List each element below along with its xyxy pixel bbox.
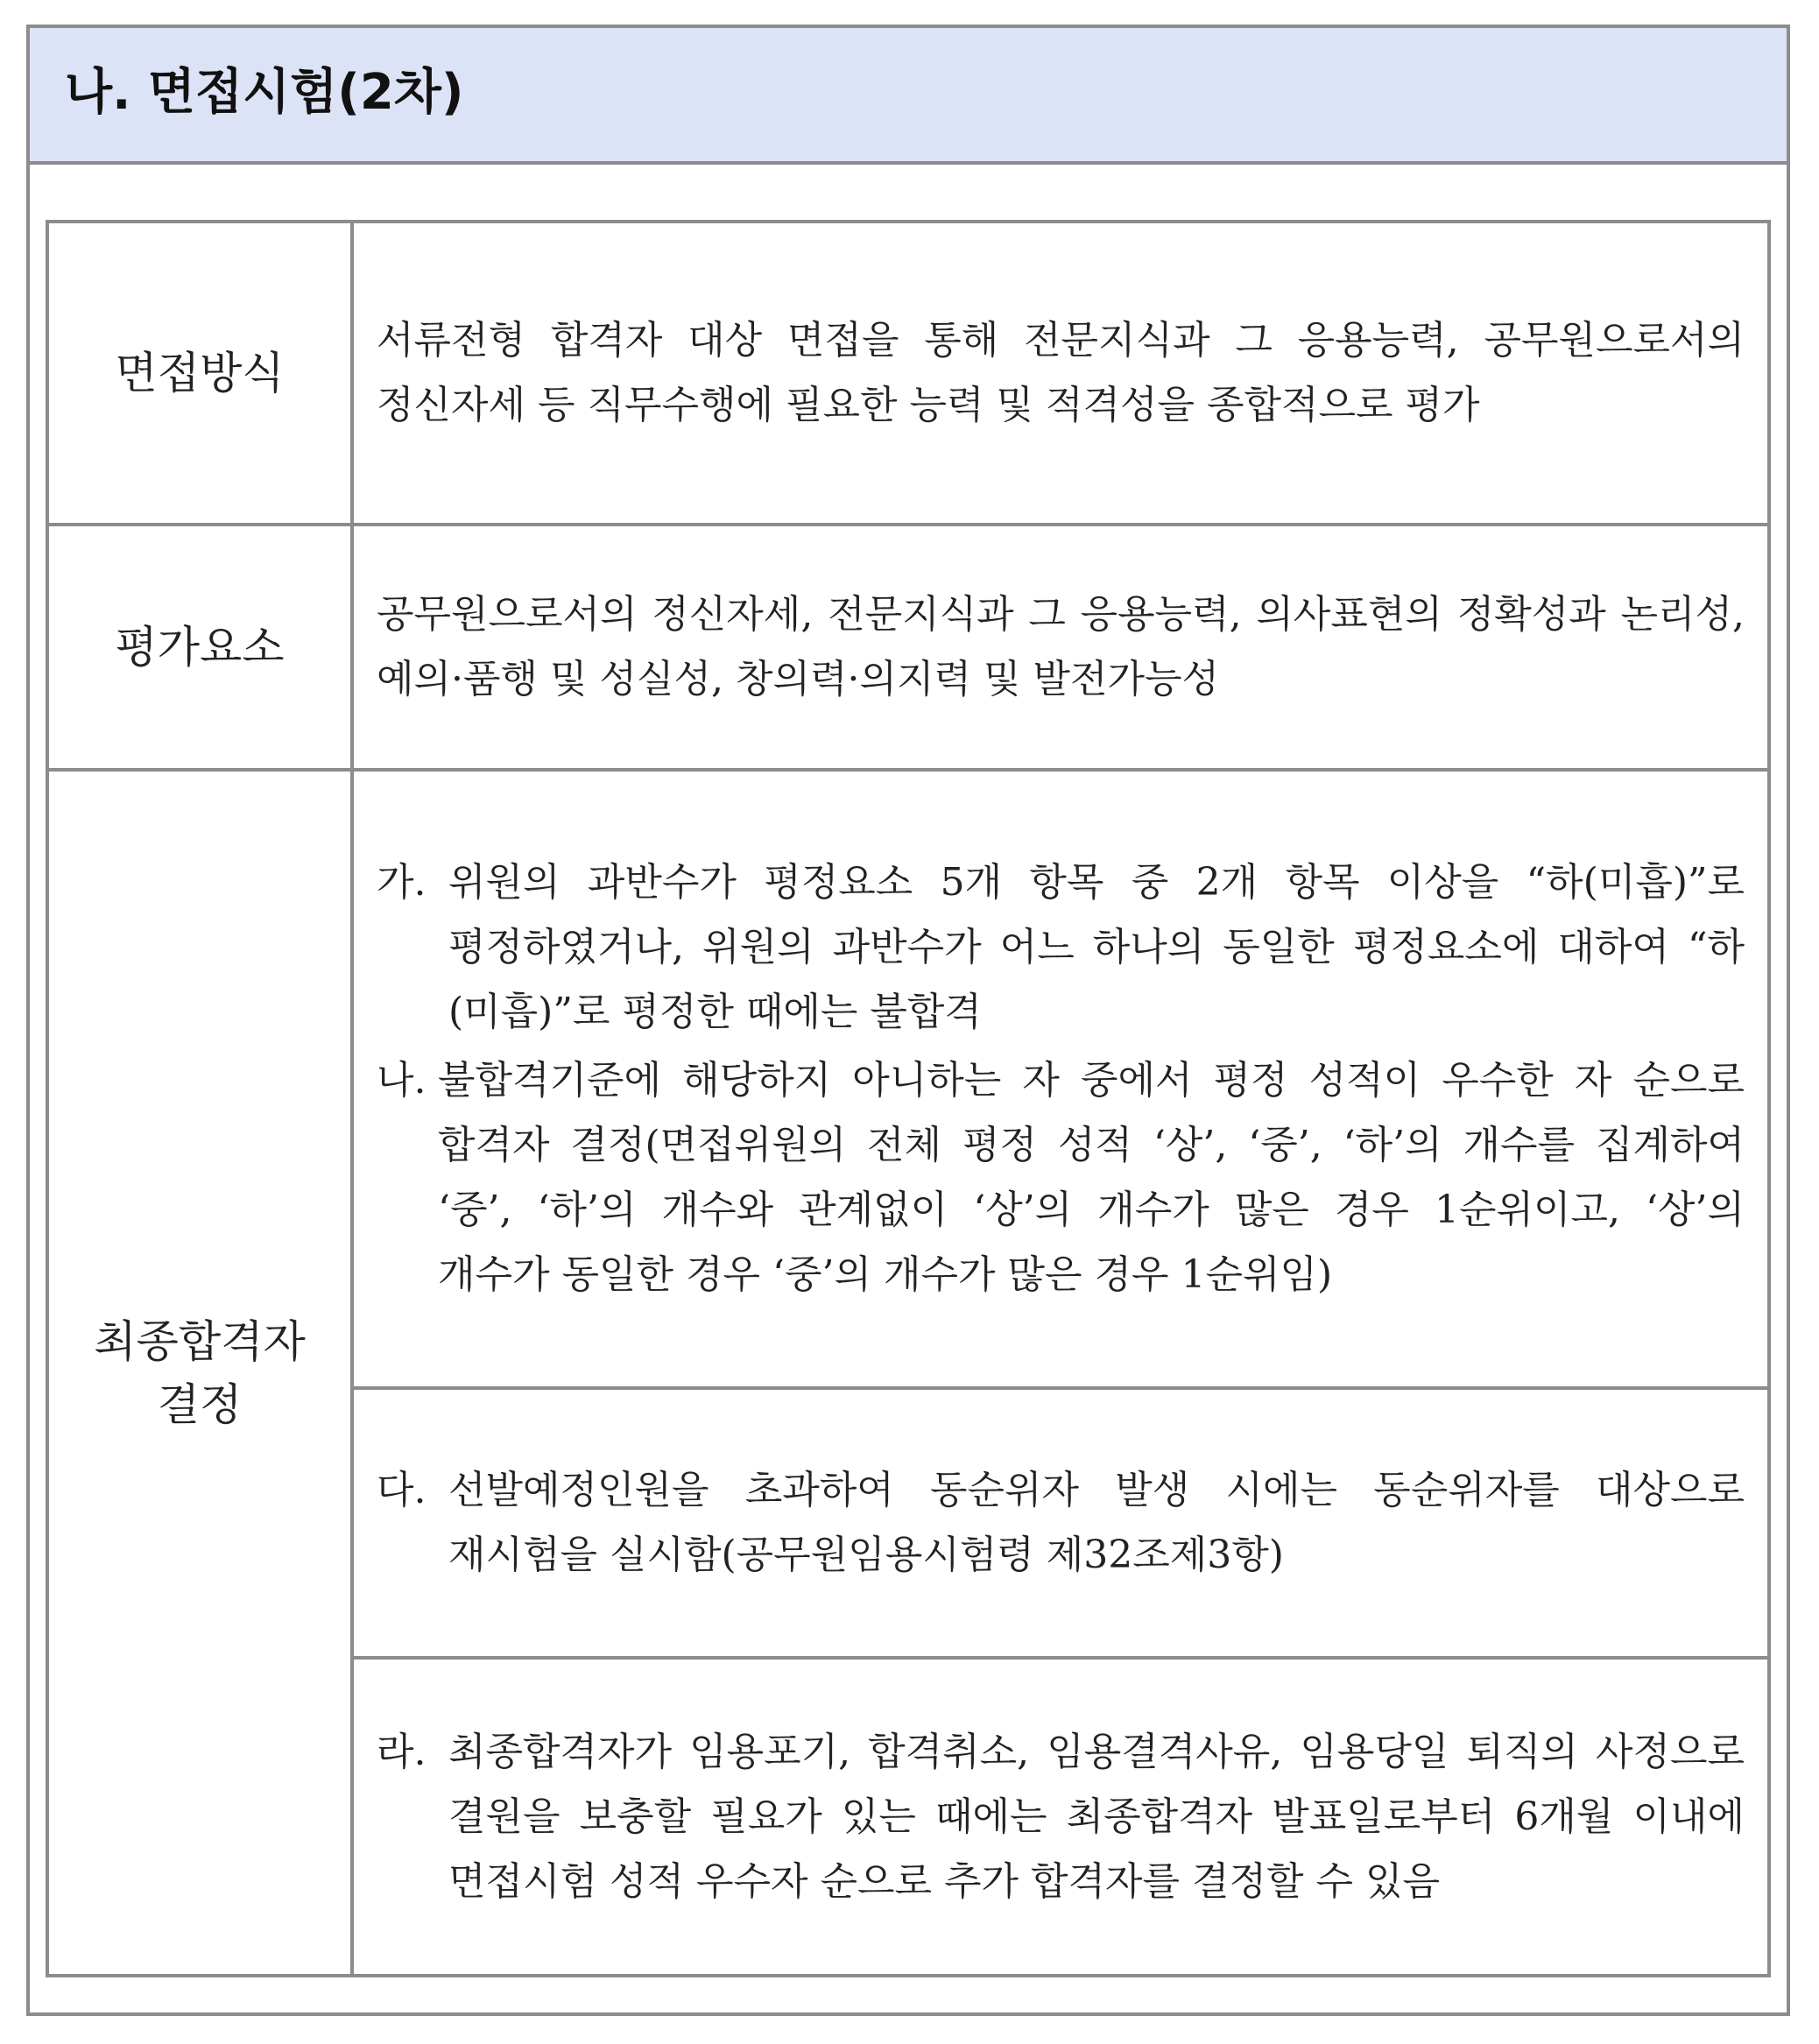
- item-marker: 가.: [377, 860, 427, 905]
- final-decision-item-c: [352, 1388, 1769, 1658]
- item-marker: 나.: [377, 1058, 427, 1103]
- interview-method-text: 서류전형 합격자 대상 면접을 통해 전문지식과 그 응용능력, 공무원으로서의 정신자세 등 직무수행에 필요한 능력 및 적격성을 종합적으로 평가: [377, 318, 1745, 427]
- final-decision-item-d: [352, 1658, 1769, 1976]
- list-item: [377, 1458, 1745, 1588]
- table-row: [47, 770, 1769, 1388]
- list-item: [377, 1048, 1745, 1307]
- item-text: 선발예정인원을 초과하여 동순위자 발생 시에는 동순위자를 대상으로 재시험을 실시함(공무원임용시험령 제32조제3항): [448, 1468, 1745, 1577]
- interview-table: [46, 220, 1771, 1977]
- item-text: 최종합격자가 임용포기, 합격취소, 임용결격사유, 임용당일 퇴직의 사정으로 결원을 보충할 필요가 있는 때에는 최종합격자 발표일로부터 6개월 이내에 면접시험 성적 우수자 순으로 추가 합격자를 결정할 수 있음: [448, 1729, 1745, 1904]
- evaluation-factors-text: 공무원으로서의 정신자세, 전문지식과 그 응용능력, 의사표현의 정확성과 논리성, 예의·품행 및 성실성, 창의력·의지력 및 발전가능성: [377, 592, 1745, 701]
- row-label-evaluation-factors: 평가요소: [47, 525, 352, 770]
- item-text: 위원의 과반수가 평정요소 5개 항목 중 2개 항목 이상을 “하(미흡)”로 평정하였거나, 위원의 과반수가 어느 하나의 동일한 평정요소에 대하여 “하(미흡)”로 평정한 때에는 불합격: [448, 860, 1745, 1034]
- item-text: 불합격기준에 해당하지 아니하는 자 중에서 평정 성적이 우수한 자 순으로 합격자 결정(면접위원의 전체 평정 성적 ‘상’, ‘중’, ‘하’의 개수를 집계하여 ‘중’, ‘하’의 개수와 관계없이 ‘상’의 개수가 많은 경우 1순위이고, ‘상’의 개수가 동일한 경우 ‘중’의 개수가 많은 경우 1순위임): [438, 1058, 1745, 1297]
- table-row: [47, 525, 1769, 770]
- row-content-interview-method: [352, 222, 1769, 525]
- section-header: [30, 28, 1787, 165]
- final-decision-label-line2: 결정: [157, 1378, 243, 1430]
- table-row: [47, 222, 1769, 525]
- list-item: [377, 1720, 1745, 1914]
- section-frame: [26, 25, 1790, 2016]
- item-marker: 다.: [377, 1468, 427, 1512]
- item-marker: 라.: [377, 1729, 427, 1774]
- final-decision-items-ab: [352, 770, 1769, 1388]
- row-content-evaluation-factors: [352, 525, 1769, 770]
- list-item: [377, 850, 1745, 1045]
- row-label-final-decision: [47, 770, 352, 1976]
- final-decision-label-line1: 최종합격자: [94, 1315, 306, 1367]
- section-title: 나. 면접시험(2차): [65, 64, 464, 121]
- row-label-interview-method: 면접방식: [47, 222, 352, 525]
